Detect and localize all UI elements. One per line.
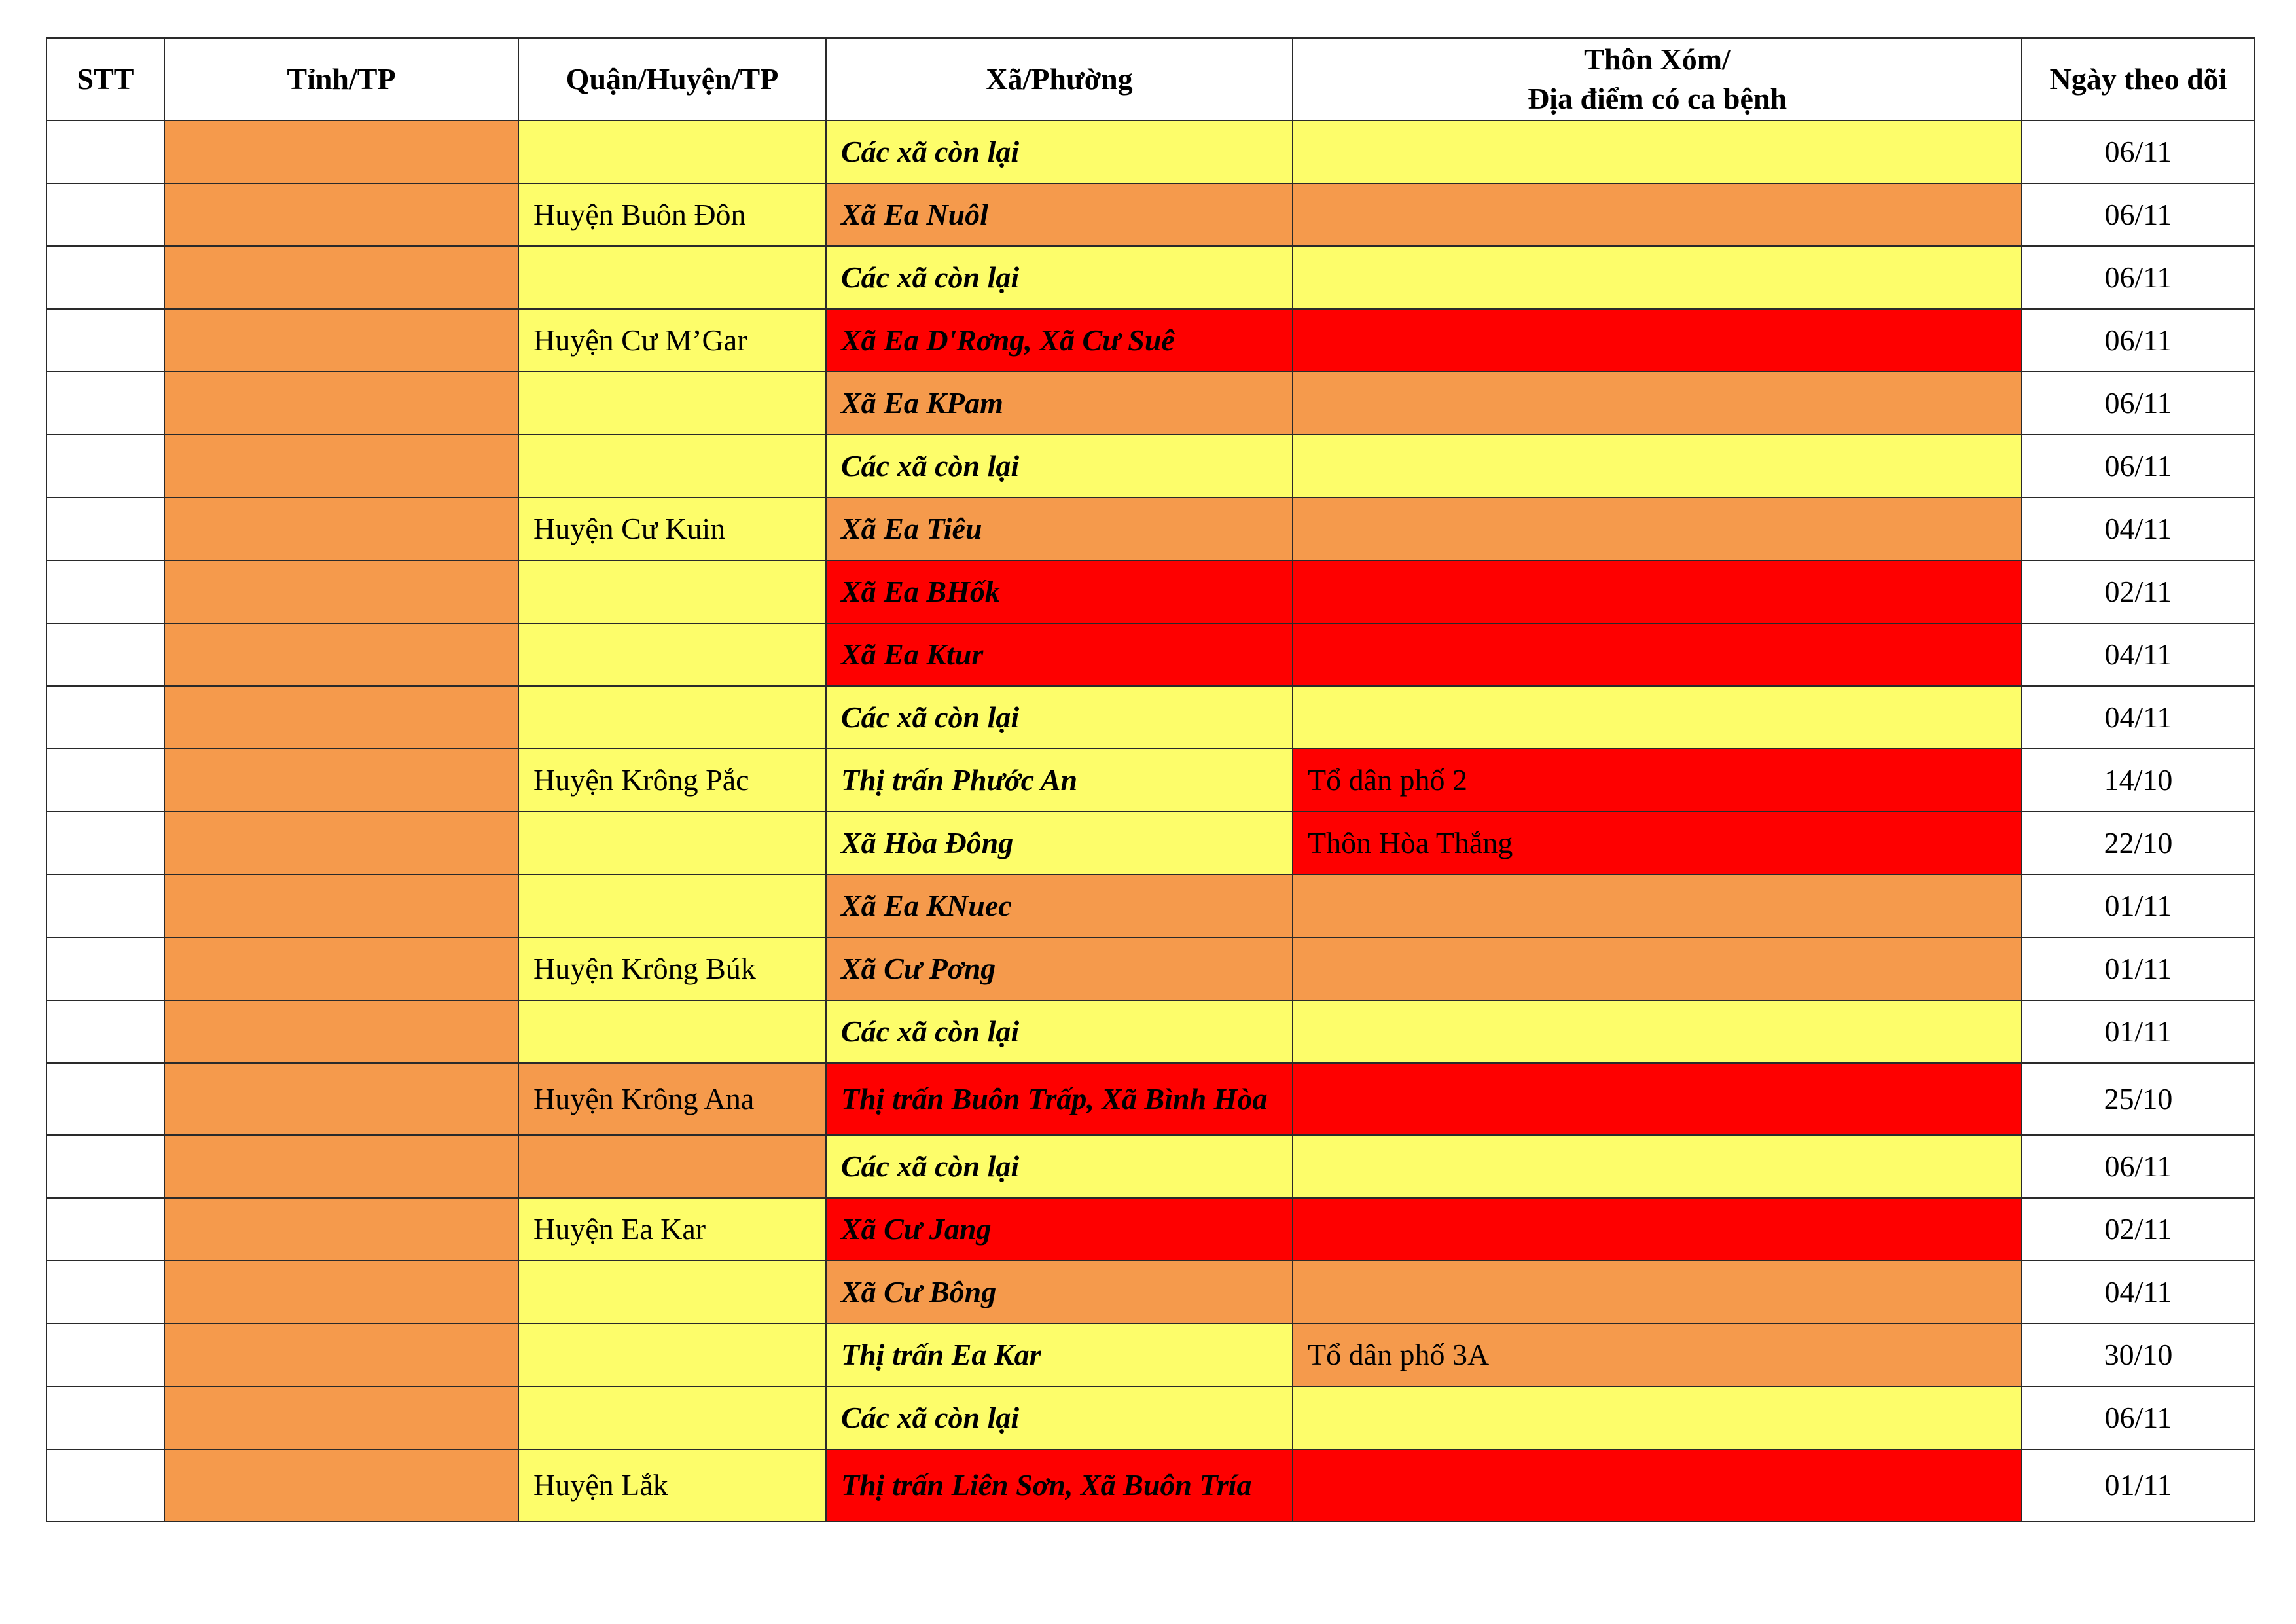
cell-xa: Xã Ea Tiêu bbox=[826, 497, 1293, 560]
cell-quan bbox=[518, 1324, 826, 1386]
cell-ngay: 01/11 bbox=[2022, 937, 2255, 1000]
cell-xa: Các xã còn lại bbox=[826, 246, 1293, 309]
cell-thon: Thôn Hòa Thắng bbox=[1293, 812, 2022, 875]
table-row bbox=[46, 120, 2255, 183]
cell-xa: Xã Ea KPam bbox=[826, 372, 1293, 435]
cell-xa: Các xã còn lại bbox=[826, 1135, 1293, 1198]
cell-tinh bbox=[164, 246, 518, 309]
cell-tinh bbox=[164, 1386, 518, 1449]
cell-thon bbox=[1293, 623, 2022, 686]
cell-stt bbox=[46, 1000, 164, 1063]
table-row bbox=[46, 749, 2255, 812]
cell-xa: Xã Ea KNuec bbox=[826, 875, 1293, 937]
cell-quan bbox=[518, 1386, 826, 1449]
cell-xa: Xã Cư Pơng bbox=[826, 937, 1293, 1000]
cell-tinh bbox=[164, 1324, 518, 1386]
cell-xa: Xã Cư Bông bbox=[826, 1261, 1293, 1324]
cell-stt bbox=[46, 309, 164, 372]
header-tinh: Tỉnh/TP bbox=[164, 38, 518, 120]
cell-thon: Tổ dân phố 3A bbox=[1293, 1324, 2022, 1386]
cell-stt bbox=[46, 686, 164, 749]
cell-xa: Các xã còn lại bbox=[826, 435, 1293, 497]
cell-tinh bbox=[164, 623, 518, 686]
cell-tinh bbox=[164, 749, 518, 812]
cell-xa: Các xã còn lại bbox=[826, 686, 1293, 749]
cell-ngay: 06/11 bbox=[2022, 435, 2255, 497]
table-row bbox=[46, 560, 2255, 623]
cell-stt bbox=[46, 749, 164, 812]
table-row bbox=[46, 812, 2255, 875]
cell-tinh bbox=[164, 1135, 518, 1198]
cell-stt bbox=[46, 875, 164, 937]
cell-stt bbox=[46, 497, 164, 560]
table-row bbox=[46, 497, 2255, 560]
cell-thon bbox=[1293, 1135, 2022, 1198]
table-body bbox=[46, 120, 2255, 1521]
cell-thon bbox=[1293, 937, 2022, 1000]
cell-quan: Huyện Cư Kuin bbox=[518, 497, 826, 560]
cell-stt bbox=[46, 246, 164, 309]
cell-ngay: 01/11 bbox=[2022, 875, 2255, 937]
cell-ngay: 01/11 bbox=[2022, 1449, 2255, 1521]
table-row bbox=[46, 623, 2255, 686]
cell-xa: Xã Hòa Đông bbox=[826, 812, 1293, 875]
cell-thon bbox=[1293, 1261, 2022, 1324]
cell-quan bbox=[518, 623, 826, 686]
cell-stt bbox=[46, 812, 164, 875]
cell-quan bbox=[518, 686, 826, 749]
cell-tinh bbox=[164, 1449, 518, 1521]
cell-ngay: 04/11 bbox=[2022, 1261, 2255, 1324]
cell-thon bbox=[1293, 1000, 2022, 1063]
cell-quan: Huyện Lắk bbox=[518, 1449, 826, 1521]
table-row bbox=[46, 1261, 2255, 1324]
cell-tinh bbox=[164, 1261, 518, 1324]
cell-thon bbox=[1293, 560, 2022, 623]
cell-thon bbox=[1293, 1198, 2022, 1261]
cell-xa: Xã Ea D'Rơng, Xã Cư Suê bbox=[826, 309, 1293, 372]
table-row bbox=[46, 1198, 2255, 1261]
cell-thon bbox=[1293, 1386, 2022, 1449]
cell-ngay: 06/11 bbox=[2022, 183, 2255, 246]
cell-stt bbox=[46, 183, 164, 246]
table-row bbox=[46, 309, 2255, 372]
cell-tinh bbox=[164, 1000, 518, 1063]
cell-quan bbox=[518, 120, 826, 183]
cell-ngay: 06/11 bbox=[2022, 246, 2255, 309]
cell-ngay: 04/11 bbox=[2022, 497, 2255, 560]
cell-thon bbox=[1293, 246, 2022, 309]
cell-thon bbox=[1293, 1449, 2022, 1521]
cell-xa: Thị trấn Liên Sơn, Xã Buôn Tría bbox=[826, 1449, 1293, 1521]
cell-ngay: 06/11 bbox=[2022, 120, 2255, 183]
table-row bbox=[46, 183, 2255, 246]
table-row bbox=[46, 1324, 2255, 1386]
table-row bbox=[46, 435, 2255, 497]
table-row bbox=[46, 686, 2255, 749]
cell-quan: Huyện Krông Pắc bbox=[518, 749, 826, 812]
cell-tinh bbox=[164, 875, 518, 937]
cell-ngay: 06/11 bbox=[2022, 309, 2255, 372]
cell-thon bbox=[1293, 120, 2022, 183]
cell-ngay: 06/11 bbox=[2022, 372, 2255, 435]
cell-ngay: 06/11 bbox=[2022, 1386, 2255, 1449]
cell-ngay: 04/11 bbox=[2022, 686, 2255, 749]
cell-tinh bbox=[164, 120, 518, 183]
cell-quan bbox=[518, 560, 826, 623]
cell-stt bbox=[46, 1386, 164, 1449]
table-row bbox=[46, 246, 2255, 309]
cell-ngay: 14/10 bbox=[2022, 749, 2255, 812]
cell-xa: Các xã còn lại bbox=[826, 1000, 1293, 1063]
cell-stt bbox=[46, 372, 164, 435]
cell-tinh bbox=[164, 309, 518, 372]
header-quan: Quận/Huyện/TP bbox=[518, 38, 826, 120]
header-xa: Xã/Phường bbox=[826, 38, 1293, 120]
cell-stt bbox=[46, 560, 164, 623]
table-row bbox=[46, 1063, 2255, 1135]
cell-quan bbox=[518, 1000, 826, 1063]
cell-ngay: 22/10 bbox=[2022, 812, 2255, 875]
table-row bbox=[46, 1000, 2255, 1063]
cell-quan bbox=[518, 246, 826, 309]
cell-tinh bbox=[164, 1198, 518, 1261]
cell-tinh bbox=[164, 937, 518, 1000]
cell-tinh bbox=[164, 812, 518, 875]
header-ngay: Ngày theo dõi bbox=[2022, 38, 2255, 120]
cell-xa: Xã Ea BHốk bbox=[826, 560, 1293, 623]
cell-tinh bbox=[164, 435, 518, 497]
header-thon bbox=[1293, 38, 2022, 120]
cell-xa: Các xã còn lại bbox=[826, 120, 1293, 183]
cell-xa: Xã Ea Nuôl bbox=[826, 183, 1293, 246]
cell-stt bbox=[46, 1198, 164, 1261]
cell-tinh bbox=[164, 560, 518, 623]
cell-xa: Thị trấn Phước An bbox=[826, 749, 1293, 812]
cell-quan: Huyện Cư M’Gar bbox=[518, 309, 826, 372]
cell-ngay: 30/10 bbox=[2022, 1324, 2255, 1386]
cell-thon: Tổ dân phố 2 bbox=[1293, 749, 2022, 812]
cell-ngay: 01/11 bbox=[2022, 1000, 2255, 1063]
header-row bbox=[46, 38, 2255, 120]
table-row bbox=[46, 937, 2255, 1000]
cell-stt bbox=[46, 623, 164, 686]
table-row bbox=[46, 372, 2255, 435]
cell-quan bbox=[518, 372, 826, 435]
cell-thon bbox=[1293, 309, 2022, 372]
cell-stt bbox=[46, 120, 164, 183]
table-row bbox=[46, 1386, 2255, 1449]
cell-thon bbox=[1293, 435, 2022, 497]
cell-thon bbox=[1293, 686, 2022, 749]
cell-ngay: 02/11 bbox=[2022, 560, 2255, 623]
cell-stt bbox=[46, 1449, 164, 1521]
cell-ngay: 06/11 bbox=[2022, 1135, 2255, 1198]
cell-quan: Huyện Krông Ana bbox=[518, 1063, 826, 1135]
table-row bbox=[46, 875, 2255, 937]
table-row bbox=[46, 1135, 2255, 1198]
cell-tinh bbox=[164, 183, 518, 246]
cell-stt bbox=[46, 1261, 164, 1324]
cell-thon bbox=[1293, 497, 2022, 560]
cell-quan bbox=[518, 1261, 826, 1324]
cell-quan bbox=[518, 875, 826, 937]
cell-xa: Các xã còn lại bbox=[826, 1386, 1293, 1449]
cell-xa: Thị trấn Ea Kar bbox=[826, 1324, 1293, 1386]
cell-xa: Xã Ea Ktur bbox=[826, 623, 1293, 686]
cell-thon bbox=[1293, 372, 2022, 435]
cell-xa: Xã Cư Jang bbox=[826, 1198, 1293, 1261]
cell-ngay: 25/10 bbox=[2022, 1063, 2255, 1135]
cell-tinh bbox=[164, 1063, 518, 1135]
cell-stt bbox=[46, 1135, 164, 1198]
cell-quan bbox=[518, 435, 826, 497]
cell-quan: Huyện Ea Kar bbox=[518, 1198, 826, 1261]
table-row bbox=[46, 1449, 2255, 1521]
cell-tinh bbox=[164, 497, 518, 560]
cell-xa: Thị trấn Buôn Trấp, Xã Bình Hòa bbox=[826, 1063, 1293, 1135]
cell-ngay: 02/11 bbox=[2022, 1198, 2255, 1261]
cell-tinh bbox=[164, 686, 518, 749]
cell-quan: Huyện Krông Búk bbox=[518, 937, 826, 1000]
table-header bbox=[46, 38, 2255, 120]
cell-thon bbox=[1293, 183, 2022, 246]
area-status-table bbox=[46, 37, 2255, 1522]
cell-quan bbox=[518, 1135, 826, 1198]
cell-stt bbox=[46, 435, 164, 497]
cell-ngay: 04/11 bbox=[2022, 623, 2255, 686]
cell-stt bbox=[46, 1324, 164, 1386]
cell-quan: Huyện Buôn Đôn bbox=[518, 183, 826, 246]
header-stt: STT bbox=[46, 38, 164, 120]
cell-tinh bbox=[164, 372, 518, 435]
cell-stt bbox=[46, 937, 164, 1000]
cell-stt bbox=[46, 1063, 164, 1135]
cell-thon bbox=[1293, 1063, 2022, 1135]
cell-thon bbox=[1293, 875, 2022, 937]
header-thon-line1: Thôn Xóm/ bbox=[1584, 43, 1731, 76]
header-thon-line2: Địa điểm có ca bệnh bbox=[1527, 82, 1787, 115]
cell-quan bbox=[518, 812, 826, 875]
